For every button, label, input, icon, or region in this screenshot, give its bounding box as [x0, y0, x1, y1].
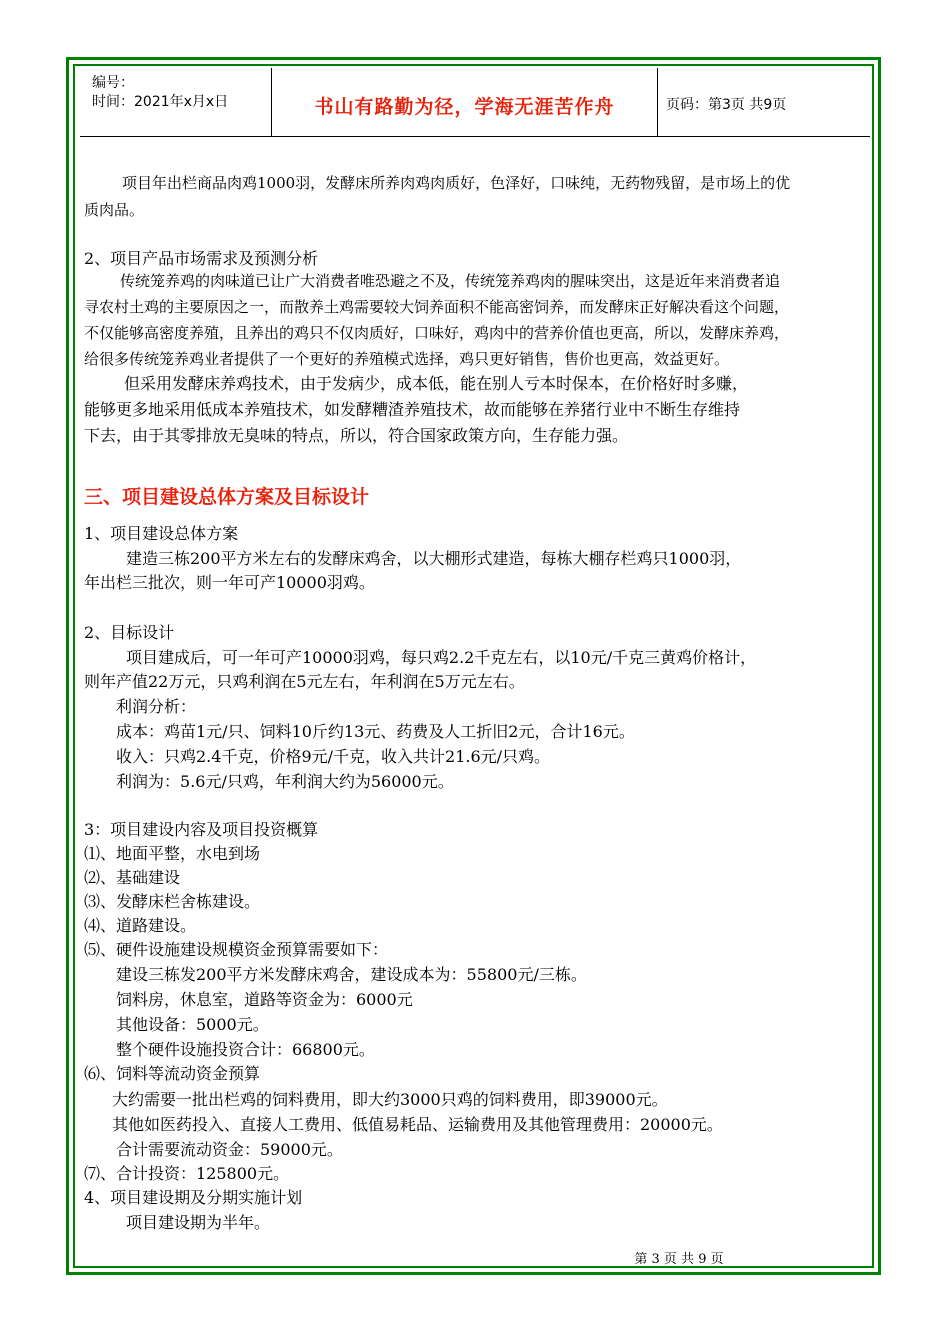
paragraph-line: 项目年出栏商品肉鸡1000羽，发酵床所养肉鸡肉质好，色泽好，口味纯，无药物残留，是市场上的优 [122, 174, 791, 192]
paragraph-line: 整个硬件设施投资合计：66800元。 [116, 1040, 375, 1059]
header-right-cell [658, 68, 870, 136]
paragraph-line: 项目建成后，可一年可产10000羽鸡，每只鸡2.2千克左右，以10元/千克三黄鸡价格计， [126, 648, 757, 667]
header-page-label: 页码：第3页 共9页 [666, 97, 787, 113]
list-item: ⑹、饲料等流动资金预算 [84, 1064, 261, 1083]
list-item: ⑸、硬件设施建设规模资金预算需要如下： [84, 940, 389, 959]
list-item: ⑶、发酵床栏舍栋建设。 [84, 892, 261, 911]
paragraph-line: 利润为：5.6元/只鸡，年利润大约为56000元。 [116, 772, 454, 791]
paragraph-line: 建设三栋发200平方米发酵床鸡舍，建设成本为：55800元/三栋。 [116, 965, 587, 984]
section-heading: 三、项目建设总体方案及目标设计 [84, 486, 370, 508]
subheading: 3：项目建设内容及项目投资概算 [84, 820, 319, 839]
footer-page-number: 第 3 页 共 9 页 [634, 1252, 724, 1267]
paragraph-line: 下去，由于其零排放无臭味的特点，所以，符合国家政策方向，生存能力强。 [84, 426, 629, 445]
subheading: 2、项目产品市场需求及预测分析 [84, 249, 319, 268]
paragraph-line: 年出栏三批次，则一年可产10000羽鸡。 [84, 573, 375, 592]
header-left-cell [80, 68, 272, 136]
paragraph-line: 给很多传统笼养鸡业者提供了一个更好的养殖模式选择，鸡只更好销售，售价也更高，效益更好。 [84, 350, 730, 368]
paragraph-line: 收入：只鸡2.4千克，价格9元/千克，收入共计21.6元/只鸡。 [116, 747, 551, 766]
list-item: ⑷、道路建设。 [84, 916, 197, 935]
doc-number-label: 编号： [92, 75, 134, 91]
paragraph-line: 饲料房，休息室，道路等资金为：6000元 [116, 990, 413, 1009]
paragraph-line: 建造三栋200平方米左右的发酵床鸡舍，以大棚形式建造，每栋大棚存栏鸡只1000羽， [126, 549, 742, 568]
doc-date-label: 时间：2021年x月x日 [92, 94, 229, 110]
paragraph-line: 成本：鸡苗1元/只、饲料10斤约13元、药费及人工折旧2元，合计16元。 [116, 722, 635, 741]
paragraph-line: 寻农村土鸡的主要原因之一，而散养土鸡需要较大饲养面积不能高密饲养，而发酵床正好解决看这个问题， [84, 298, 790, 316]
paragraph-line: 大约需要一批出栏鸡的饲料费用，即大约3000只鸡的饲料费用，即39000元。 [112, 1090, 668, 1109]
subheading: 1、项目建设总体方案 [84, 524, 239, 543]
page-header [80, 68, 870, 137]
paragraph-line: 但采用发酵床养鸡技术，由于发病少，成本低，能在别人亏本时保本，在价格好时多赚， [124, 374, 749, 393]
header-center-cell [272, 68, 658, 136]
header-motto: 书山有路勤为径，学海无涯苦作舟 [314, 96, 615, 118]
paragraph-line: 则年产值22万元，只鸡利润在5元左右，年利润在5万元左右。 [84, 672, 525, 691]
paragraph-line: 质肉品。 [84, 201, 145, 219]
paragraph-line: 利润分析： [116, 697, 197, 716]
paragraph-line: 项目建设期为半年。 [126, 1213, 271, 1232]
paragraph-line: 能够更多地采用低成本养殖技术，如发酵糟渣养殖技术，故而能够在养猪行业中不断生存维持 [84, 400, 741, 419]
subheading: 2、目标设计 [84, 623, 175, 642]
page-footer [0, 1248, 950, 1267]
subheading: 4、项目建设期及分期实施计划 [84, 1188, 303, 1207]
paragraph-line: 其他如医药投入、直接人工费用、低值易耗品、运输费用及其他管理费用：20000元。 [112, 1115, 723, 1134]
list-item: ⑴、地面平整，水电到场 [84, 844, 261, 863]
list-item: ⑺、合计投资：125800元。 [84, 1164, 290, 1183]
paragraph-line: 其他设备：5000元。 [116, 1015, 269, 1034]
paragraph-line: 不仅能够高密度养殖，且养出的鸡只不仅肉质好，口味好，鸡肉中的营养价值也更高，所以，发酵床养鸡， [84, 324, 790, 342]
paragraph-line: 合计需要流动资金：59000元。 [116, 1140, 343, 1159]
paragraph-line: 传统笼养鸡的肉味道已让广大消费者唯恐避之不及，传统笼养鸡肉的腥味突出，这是近年来消费者追 [120, 272, 781, 290]
list-item: ⑵、基础建设 [84, 868, 181, 887]
